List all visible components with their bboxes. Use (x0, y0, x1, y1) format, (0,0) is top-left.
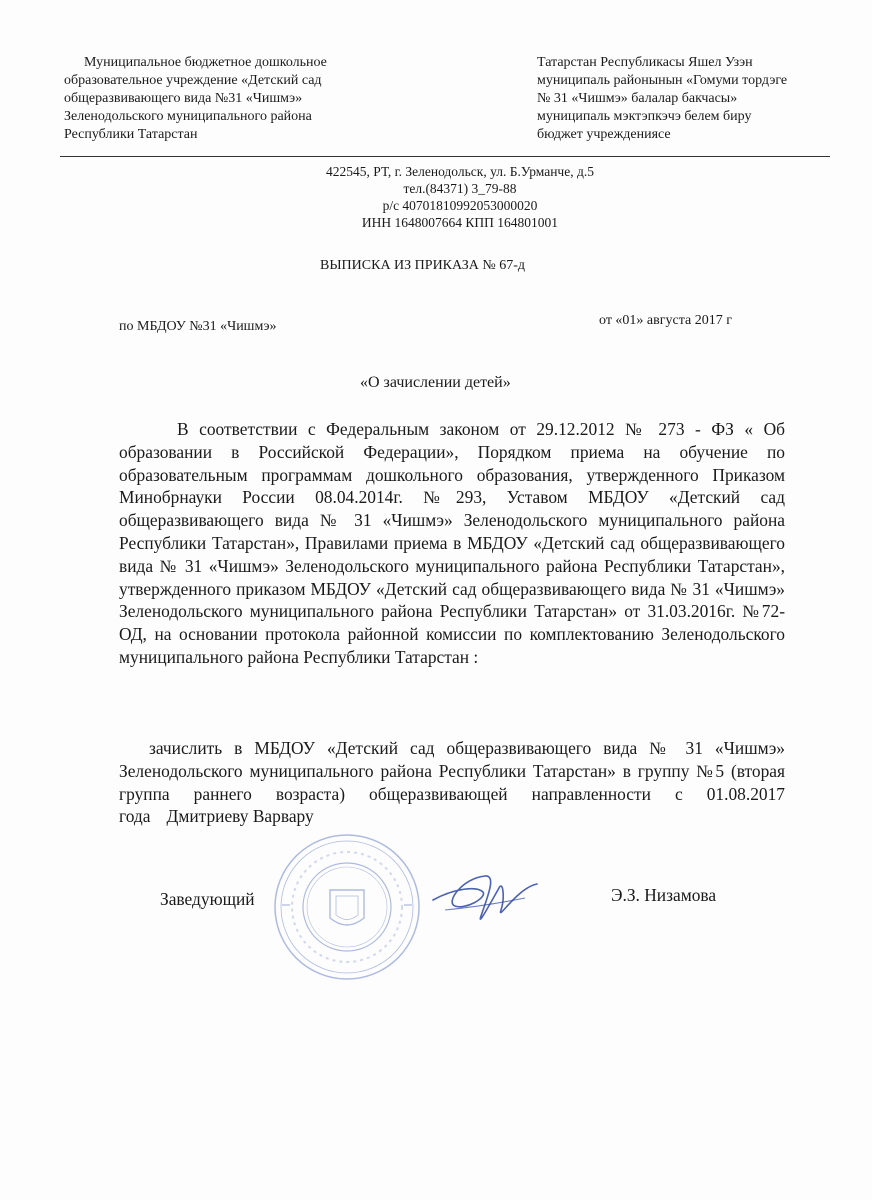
inn-kpp-line: ИНН 1648007664 КПП 164801001 (361, 215, 559, 230)
signer-role: Заведующий (160, 889, 255, 909)
header-left-line: общеразвивающего вида №31 «Чишмэ» (64, 91, 303, 106)
header-left-line: образовательное учреждение «Детский сад (64, 73, 322, 88)
official-stamp-icon (272, 832, 422, 982)
header-right-line: Татарстан Республикасы Яшел Узэн (537, 55, 753, 70)
header-left-org-name (64, 54, 394, 144)
address-line: 422545, РТ, г. Зеленодольск, ул. Б.Урманче, д.5 (326, 164, 594, 179)
document-title: ВЫПИСКА ИЗ ПРИКАЗА № 67-д (320, 258, 526, 273)
header-right-line: № 31 «Чишмэ» балалар бакчасы» (537, 91, 738, 106)
order-organization: по МБДОУ №31 «Чишмэ» (119, 319, 277, 334)
header-divider (60, 156, 830, 157)
header-left-line: Муниципальное бюджетное дошкольное (84, 55, 327, 70)
account-line: р/с 40701810992053000020 (382, 198, 538, 213)
header-left-line: Республики Татарстан (64, 127, 198, 142)
order-subject: «О зачислении детей» (360, 374, 511, 391)
signature-icon (425, 858, 545, 938)
header-left-line: Зеленодольского муниципального района (64, 109, 312, 124)
order-decree-paragraph (119, 737, 785, 828)
decree-text: зачислить в МБДОУ «Детский сад общеразвивающего вида № 31 «Чишмэ» Зеленодольского муниципального района Республики Татарстан» в группу №5 (вторая группа раннего возраста) общеразвивающей направленности с 01.08.2017 года (119, 738, 785, 827)
header-right-org-name (537, 54, 837, 144)
order-body-paragraph: В соответствии с Федеральным законом от 29.12.2012 № 273 - ФЗ « Об образовании в Российской Федерации», Порядком приема на обучение по образовательным программам дошкольного образования, утвержденного Приказом Минобрнауки России 08.04.2014г. №293, Уставом МБДОУ «Детский сад общеразвивающего вида № 31 «Чишмэ» Зеленодольского муниципального района Республики Татарстан», Правилами приема в МБДОУ «Детский сад общеразвивающего вида № 31 «Чишмэ» Зеленодольского муниципального района Республики Татарстан», утвержденного приказом МБДОУ «Детский сад общеразвивающего вида № 31 «Чишмэ» Зеленодольского муниципального района Республики Татарстан» от 31.03.2016г. №72-ОД, на основании протокола районной комиссии по комплектованию Зеленодольского муниципального района Республики Татарстан : (119, 419, 785, 667)
header-right-line: муниципаль мэктэпкэчэ белем биру (537, 109, 752, 124)
address-block (250, 163, 670, 231)
order-date: от «01» августа 2017 г (599, 313, 732, 328)
header-right-line: бюджет учреждениясе (537, 127, 671, 142)
phone-line: тел.(84371) 3_79-88 (403, 181, 517, 196)
header-right-line: муниципаль районынын «Гомуми тордэге (537, 73, 788, 88)
signer-name: Э.З. Низамова (611, 885, 717, 905)
child-name: Дмитриеву Варвару (166, 806, 314, 827)
